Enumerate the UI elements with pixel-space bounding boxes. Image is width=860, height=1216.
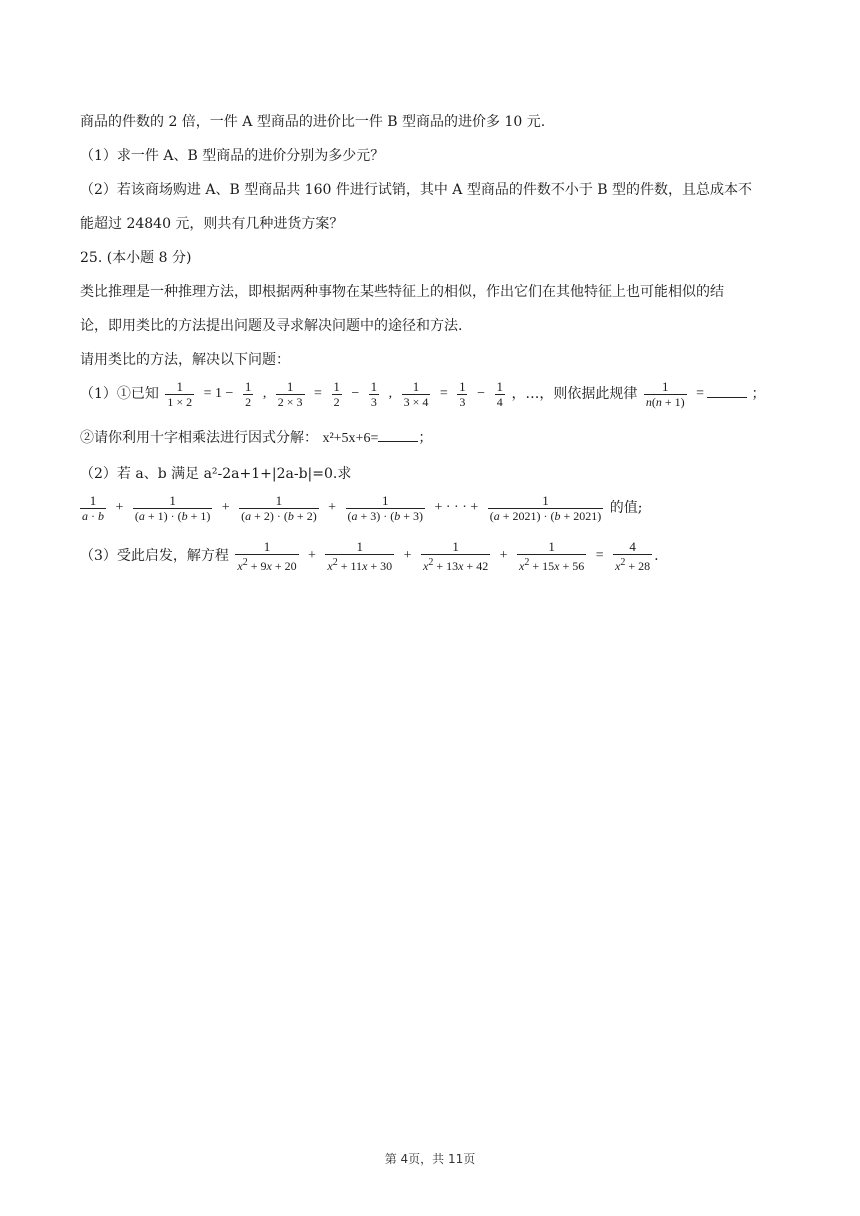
fraction-1-over-x2-13x-42: $\frac{1}{x^2 + 13x + 42}$ bbox=[422, 538, 489, 573]
q25-part1b-expression: x²+5x+6= bbox=[322, 431, 379, 446]
q25-part2-suffix: 的值; bbox=[609, 500, 643, 516]
q24-continuation-line: 商品的件数的 2 倍，一件 A 型商品的进价比一件 B 型商品的进价多 10 元. bbox=[80, 114, 546, 130]
q24-part2-line2: 能超过 24840 元，则共有几种进货方案？ bbox=[80, 216, 344, 232]
fraction-1-over-3x4: $\frac{1}{3 \times 4}$ bbox=[403, 378, 429, 409]
q24-part2-line1: （2）若该商场购进 A、B 型商品共 160 件进行试销，其中 A 型商品的件数不小于 B 型的件数，且总成本不 bbox=[80, 182, 753, 198]
q25-part3-line: （3）受此启发，解方程 $\frac{1}{x^2 + 9x + 20}$ + $\frac{1}{x^2 + 11x + 30}$ + $\frac{1}{x^2 + 13x + 42}$ + $\frac{1}{x^2 + 15x + 56}$ = $\frac{4}{x^2 + 28}$ . bbox=[80, 538, 659, 573]
fraction-1-over-a3-b3: $\frac{1}{(a + 3) \cdot (b + 3)}$ bbox=[347, 492, 424, 523]
q25-part1b-prefix: ②请你利用十字相乘法进行因式分解： bbox=[80, 430, 318, 446]
fraction-1-over-ab: $\frac{1}{a \cdot b}$ bbox=[82, 492, 104, 523]
fraction-1-over-2b: $\frac{1}{2}$ bbox=[333, 378, 340, 409]
answer-blank-2 bbox=[378, 429, 418, 442]
fraction-1-over-a1-b1: $\frac{1}{(a + 1) \cdot (b + 1)}$ bbox=[134, 492, 211, 523]
page-footer: 第 4页，共 11页 bbox=[384, 1152, 476, 1166]
q25-instruction: 请用类比的方法，解决以下问题： bbox=[80, 352, 290, 368]
answer-blank-1 bbox=[707, 385, 747, 398]
q25-intro-line2: 论，即用类比的方法提出问题及寻求解决问题中的途径和方法. bbox=[80, 318, 463, 334]
q25-part3-prefix: （3）受此启发，解方程 bbox=[80, 548, 229, 564]
q25-part3-suffix: . bbox=[654, 548, 659, 564]
fraction-1-over-a2-b2: $\frac{1}{(a + 2) \cdot (b + 2)}$ bbox=[241, 492, 317, 523]
fraction-1-over-x2-9x-20: $\frac{1}{x^2 + 9x + 20}$ bbox=[237, 538, 297, 573]
fraction-1-over-1x2: $\frac{1}{1 \times 2}$ bbox=[167, 378, 193, 409]
q25-part2-prefix: （2）若 a、b 满足 a²-2a+1+|2a-b|=0.求 bbox=[80, 466, 352, 482]
fraction-1-over-x2-11x-30: $\frac{1}{x^2 + 11x + 30}$ bbox=[327, 538, 393, 573]
q25-part2-expression: $\frac{1}{a \cdot b}$ + $\frac{1}{(a + 1) \cdot (b + 1)}$ + $\frac{1}{(a + 2) \cdot (b + 2)}$ + $\frac{1}{(a + 3) \cdot (b + 3)}$ + · · · + $\frac{1}{(a + 2021) \cdot (b + 2021)}$ 的值; bbox=[82, 492, 643, 523]
fraction-1-over-3: $\frac{1}{3}$ bbox=[370, 378, 378, 409]
fraction-1-over-2: $\frac{1}{2}$ bbox=[244, 378, 252, 409]
fraction-1-over-3b: $\frac{1}{3}$ bbox=[459, 378, 466, 409]
q25-header: 25. (本小题 8 分) bbox=[80, 250, 192, 266]
fraction-1-over-x2-15x-56: $\frac{1}{x^2 + 15x + 56}$ bbox=[519, 538, 585, 573]
fraction-1-over-4: $\frac{1}{4}$ bbox=[496, 378, 503, 409]
q25-part1-prefix: （1）①已知 bbox=[80, 386, 159, 402]
q25-intro-line1: 类比推理是一种推理方法，即根据两种事物在某些特征上的相似，作出它们在其他特征上也可能相似的结 bbox=[80, 284, 724, 300]
q25-part1b-suffix: ； bbox=[418, 430, 433, 446]
fraction-4-over-x2-28: $\frac{4}{x^2 + 28}$ bbox=[615, 538, 651, 573]
fraction-1-over-a2021-b2021: $\frac{1}{(a + 2021) \cdot (b + 2021)}$ bbox=[489, 492, 602, 523]
q24-part1: （1）求一件 A、B 型商品的进价分别为多少元？ bbox=[80, 148, 385, 164]
q25-part1-suffix: ； bbox=[751, 386, 766, 402]
fraction-1-over-2x3: $\frac{1}{2 \times 3}$ bbox=[277, 378, 303, 409]
q25-part1-ellipsis: ，…，则依据此规律 bbox=[511, 386, 638, 402]
fraction-1-over-n-n-plus-1: $\frac{1}{n(n + 1)}$ bbox=[645, 378, 685, 409]
q25-part1b-line bbox=[80, 428, 432, 449]
q25-part1-line: （1）①已知 $\frac{1}{1 \times 2}$ = 1 − $\frac{1}{2}$ , $\frac{1}{2 \times 3}$ = $\frac{1}{2}$ − $\frac{1}{3}$ , $\frac{1}{3 \times 4}$ = $\frac{1}{3}$ − $\frac{1}{4}$ ，…，则依据此规律 $\frac{1}{n(n + 1)}$ = ； bbox=[80, 378, 766, 409]
